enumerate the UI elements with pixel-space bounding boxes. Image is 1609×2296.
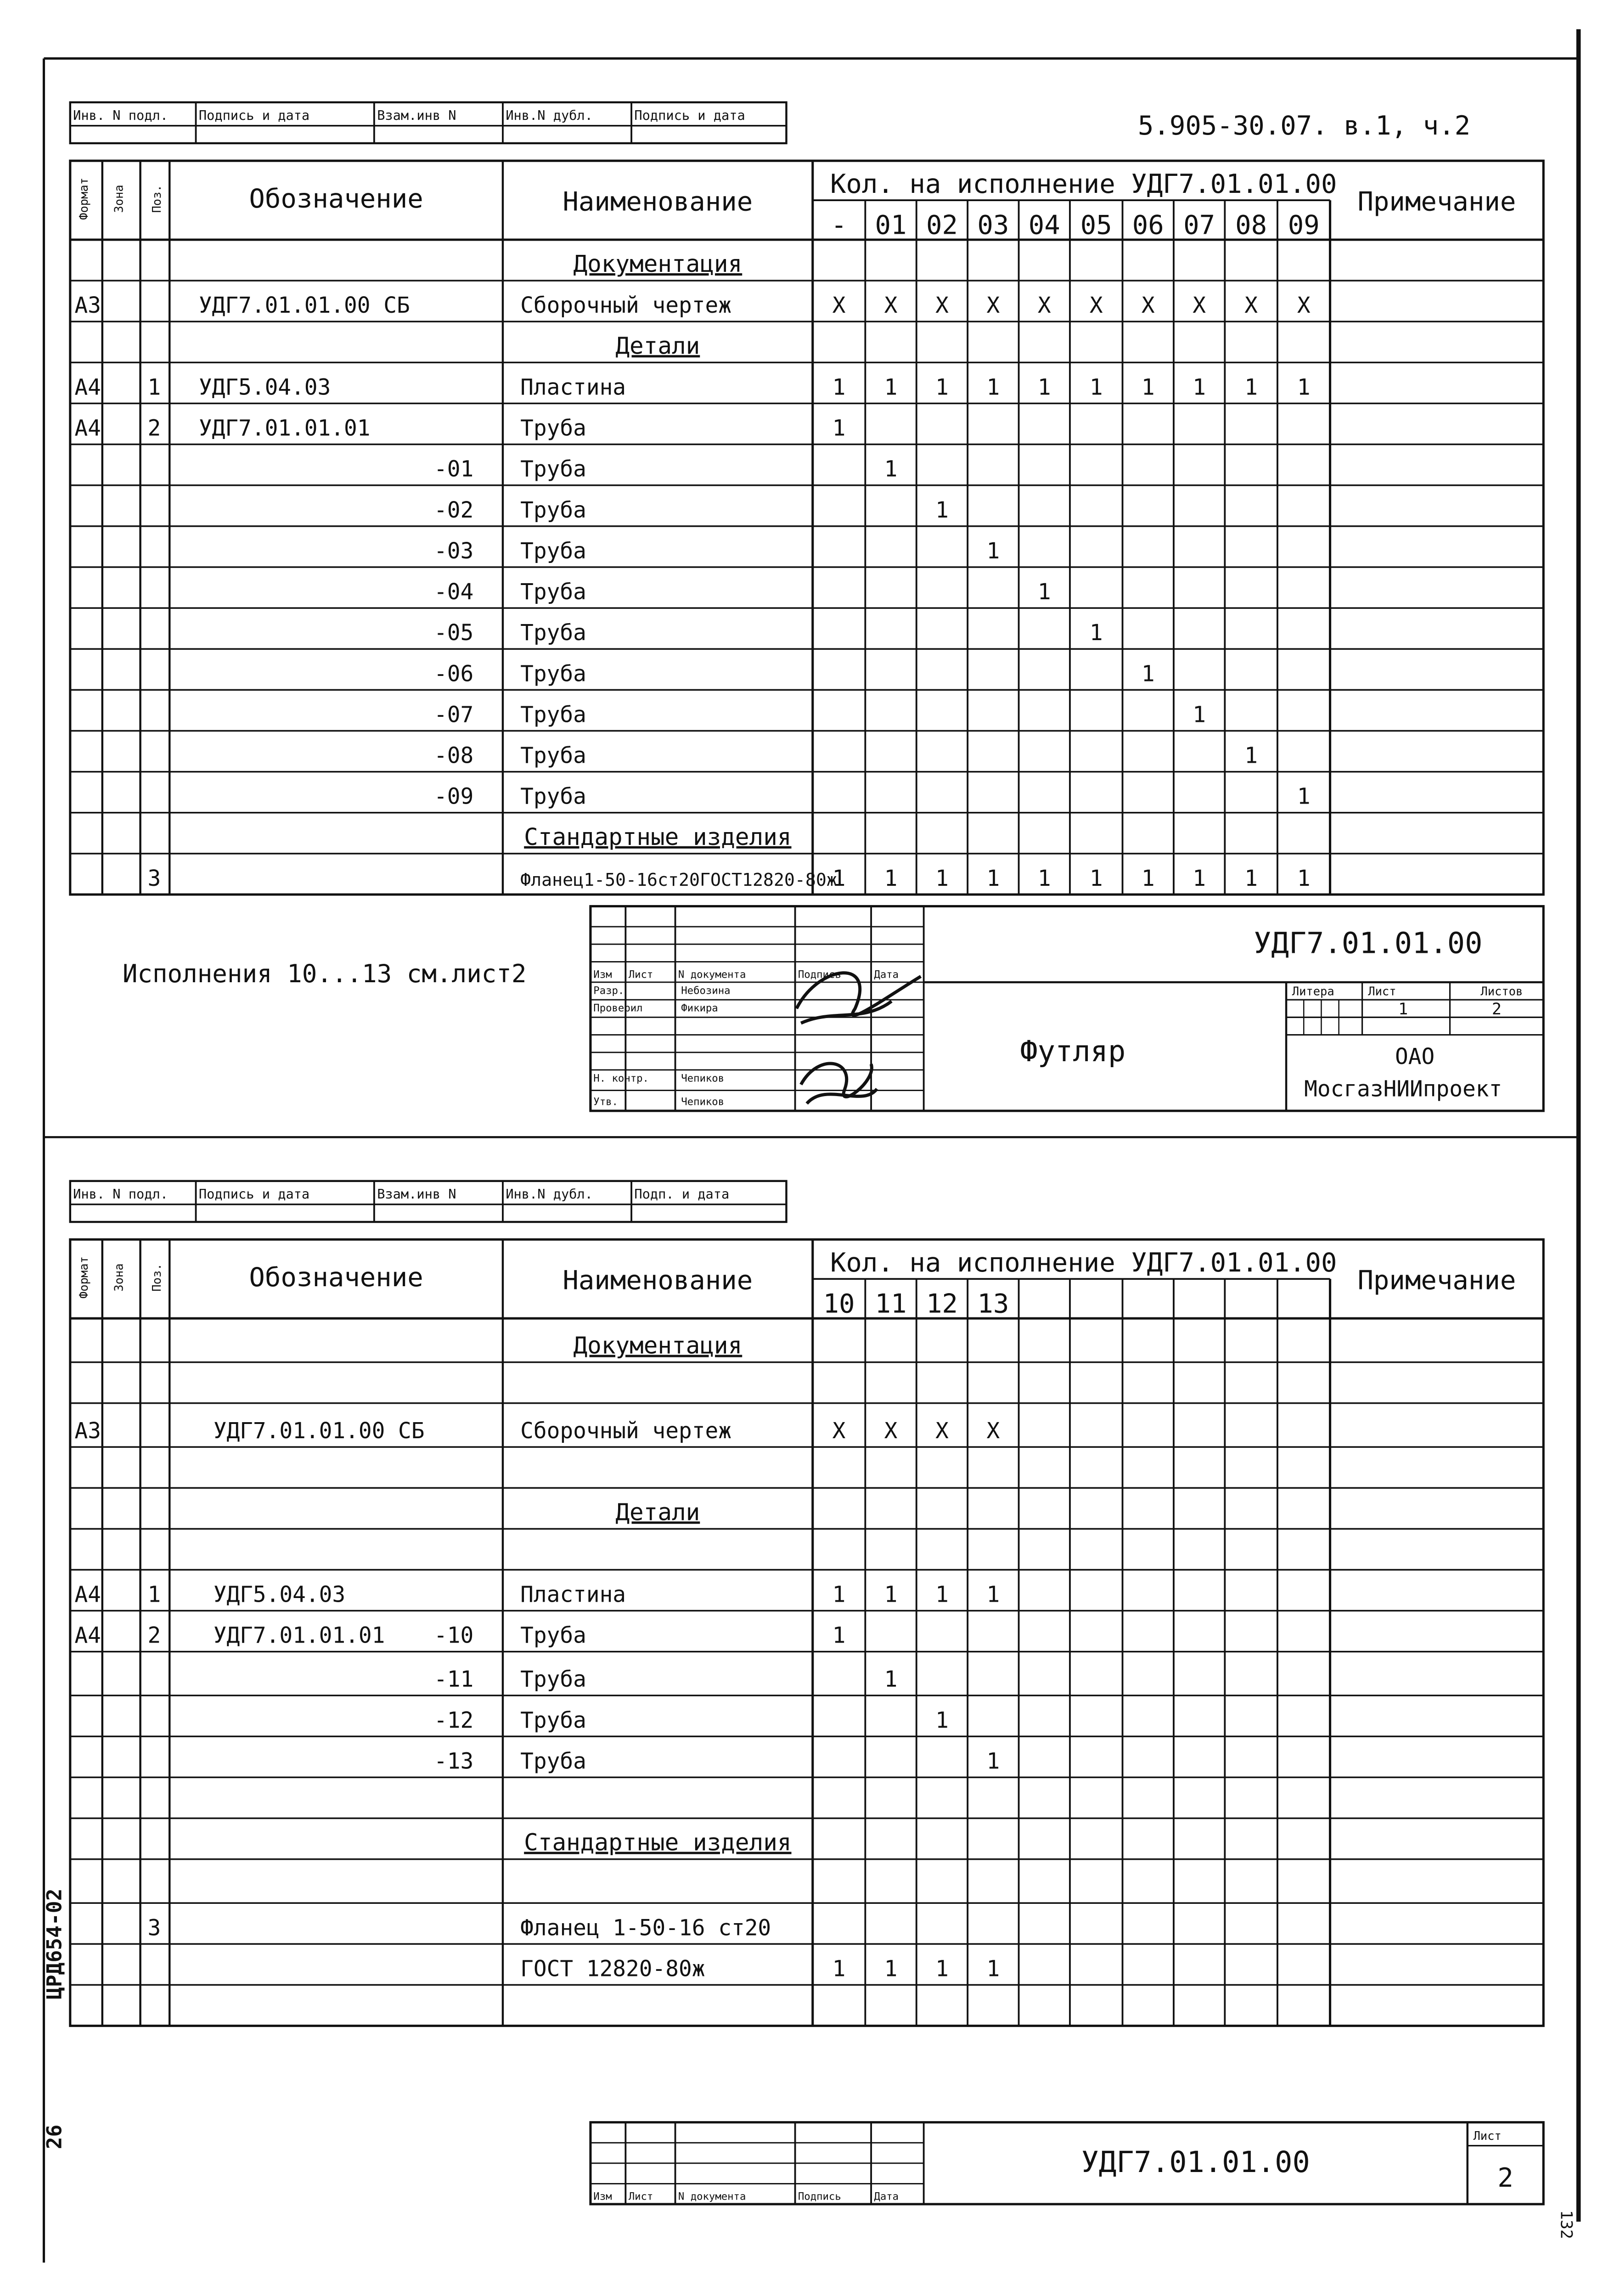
designation-header: Обозначение: [249, 183, 423, 214]
signature-label: Подпись: [798, 2190, 841, 2203]
execution-column-label: 04: [1028, 209, 1060, 241]
name-cell: Труба: [520, 1749, 586, 1774]
designation-suffix-cell: -11: [434, 1667, 474, 1693]
designation-suffix-cell: -06: [434, 661, 474, 687]
position-cell: 2: [147, 416, 161, 441]
format-cell: А4: [74, 416, 101, 441]
stamp-header-label: Инв.N дубл.: [506, 1186, 593, 1202]
designation-cell: УДГ7.01.01.01: [198, 416, 371, 441]
izm-label: Изм: [593, 968, 612, 981]
person-name: Чепиков: [681, 1096, 725, 1108]
quantity-cell: X: [1089, 293, 1103, 319]
designation-suffix-cell: -07: [434, 702, 474, 728]
name-cell: Труба: [520, 620, 586, 646]
designation-suffix-cell: -01: [434, 456, 474, 482]
quantity-cell: X: [935, 293, 949, 319]
role-label: Разр.: [593, 985, 624, 997]
quantity-cell: 1: [884, 456, 898, 482]
section-heading: Документация: [573, 1332, 743, 1360]
sheet-number: 2: [1497, 2162, 1513, 2193]
section-heading: Документация: [573, 251, 743, 278]
designation-cell: УДГ7.01.01.01: [213, 1623, 385, 1649]
stamp-header-label: Взам.инв N: [377, 107, 456, 124]
quantity-cell: 1: [832, 1582, 846, 1608]
quantity-cell: 1: [1244, 866, 1258, 891]
quantity-cell: 1: [884, 866, 898, 891]
name-cell: Труба: [520, 702, 586, 728]
sheet-label: Лист: [1368, 985, 1396, 999]
format-cell: А3: [74, 1418, 101, 1444]
designation-suffix-cell: -13: [434, 1749, 474, 1774]
format-cell: А3: [74, 293, 101, 319]
name-header: Наименование: [563, 186, 753, 217]
sheets-total: 2: [1491, 1000, 1502, 1019]
quantity-cell: X: [1141, 293, 1155, 319]
quantity-cell: X: [1037, 293, 1051, 319]
quantity-cell: X: [1244, 293, 1258, 319]
quantity-cell: 1: [1244, 743, 1258, 769]
name-cell: Труба: [520, 661, 586, 687]
frame-lines: [44, 29, 1578, 2263]
designation-cell: УДГ5.04.03: [213, 1582, 346, 1608]
quantity-cell: 1: [1193, 866, 1206, 891]
execution-column-label: 12: [926, 1288, 958, 1319]
quantity-cell: 1: [1141, 866, 1155, 891]
executions-note: Исполнения 10...13 см.лист2: [122, 959, 527, 988]
quantity-cell: X: [1193, 293, 1206, 319]
quantity-cell: 1: [1297, 784, 1311, 810]
quantity-header: Кол. на исполнение УДГ7.01.01.00: [830, 1247, 1337, 1278]
sheets-label: Листов: [1480, 985, 1523, 999]
name-cell: Пластина: [520, 375, 626, 400]
quantity-cell: X: [935, 1418, 949, 1444]
spec-table-frame: [70, 161, 1543, 895]
execution-column-label: 05: [1080, 209, 1112, 241]
quantity-cell: 1: [986, 1582, 1000, 1608]
name-cell: Сборочный чертеж: [520, 1418, 731, 1444]
position-cell: 3: [147, 866, 161, 891]
role-label: Утв.: [593, 1096, 618, 1108]
sheet-number: 1: [1398, 1000, 1408, 1019]
format-cell: А4: [74, 1582, 101, 1608]
quantity-cell: X: [986, 293, 1000, 319]
zone-header: Зона: [112, 185, 126, 213]
section-heading: Детали: [615, 332, 700, 360]
designation-cell: УДГ5.04.03: [198, 375, 331, 400]
quantity-cell: 1: [832, 866, 846, 891]
quantity-cell: X: [884, 293, 898, 319]
person-name: Небозина: [681, 985, 731, 997]
quantity-header: Кол. на исполнение УДГ7.01.01.00: [830, 169, 1337, 200]
quantity-cell: 1: [1244, 375, 1258, 400]
format-cell: А4: [74, 1623, 101, 1649]
specification-sheet-1: [70, 102, 1543, 1111]
position-cell: 1: [147, 375, 161, 400]
quantity-cell: 1: [935, 866, 949, 891]
execution-column-label: 13: [977, 1288, 1009, 1319]
document-number-label: N документа: [678, 968, 746, 981]
list-label: Лист: [628, 2190, 653, 2203]
designation-suffix-cell: -12: [434, 1708, 474, 1733]
handwritten-signature: [797, 973, 921, 1104]
execution-column-label: 11: [875, 1288, 907, 1319]
quantity-cell: 1: [935, 1956, 949, 1982]
quantity-cell: 1: [884, 375, 898, 400]
section-heading: Стандартные изделия: [524, 823, 792, 851]
designation-cell: УДГ7.01.01.00 СБ: [198, 293, 410, 319]
quantity-cell: 1: [884, 1582, 898, 1608]
quantity-cell: 1: [986, 866, 1000, 891]
execution-column-label: 07: [1183, 209, 1215, 241]
position-cell: 3: [147, 1915, 161, 1941]
name-cell: Пластина: [520, 1582, 626, 1608]
archive-page: 26: [42, 2124, 67, 2150]
quantity-cell: 1: [832, 416, 846, 441]
section-heading: Детали: [615, 1499, 700, 1526]
stamp-header-label: Инв. N подл.: [73, 1186, 168, 1202]
sheet-label: Лист: [1473, 2129, 1502, 2143]
stamp-header-label: Подпись и дата: [198, 1186, 310, 1202]
quantity-cell: 1: [935, 375, 949, 400]
quantity-cell: 1: [935, 497, 949, 523]
quantity-cell: 1: [986, 538, 1000, 564]
quantity-cell: 1: [1037, 580, 1051, 605]
quantity-cell: X: [832, 1418, 846, 1444]
date-label: Дата: [874, 968, 899, 981]
execution-column-label: 08: [1235, 209, 1267, 241]
document-designation: УДГ7.01.01.00: [1254, 926, 1483, 961]
name-cell: Труба: [520, 497, 586, 523]
date-label: Дата: [874, 2190, 899, 2203]
organization-name: МосгазНИИпроект: [1304, 1076, 1502, 1102]
document-code: 5.905-30.07. в.1, ч.2: [1137, 110, 1471, 141]
quantity-cell: X: [832, 293, 846, 319]
quantity-cell: 1: [935, 1582, 949, 1608]
organization-name: ОАО: [1395, 1044, 1435, 1070]
quantity-cell: 1: [1141, 375, 1155, 400]
designation-suffix-cell: -02: [434, 497, 474, 523]
quantity-cell: 1: [1297, 375, 1311, 400]
document-designation: УДГ7.01.01.00: [1081, 2145, 1310, 2179]
quantity-cell: 1: [935, 1708, 949, 1733]
quantity-cell: X: [986, 1418, 1000, 1444]
quantity-cell: 1: [1089, 375, 1103, 400]
stamp-header-label: Подпись и дата: [198, 107, 310, 124]
stamp-header-label: Подп. и дата: [634, 1186, 730, 1202]
quantity-cell: 1: [1193, 702, 1206, 728]
quantity-cell: 1: [1141, 661, 1155, 687]
quantity-cell: 1: [884, 1667, 898, 1693]
name-cell: Сборочный чертеж: [520, 293, 731, 319]
role-label: Проверил: [593, 1002, 643, 1014]
position-header: Поз.: [150, 185, 164, 213]
section-heading: Стандартные изделия: [524, 1829, 792, 1857]
quantity-cell: 1: [832, 375, 846, 400]
name-cell: Труба: [520, 1708, 586, 1733]
quantity-cell: 1: [1089, 866, 1103, 891]
stamp-header-label: Инв. N подл.: [73, 107, 168, 124]
designation-suffix-cell: -03: [434, 538, 474, 564]
stamp-header-label: Взам.инв N: [377, 1186, 456, 1202]
litera-label: Литера: [1292, 985, 1334, 999]
designation-cell: УДГ7.01.01.00 СБ: [213, 1418, 425, 1444]
stamp-header-label: Инв.N дубл.: [506, 107, 593, 124]
designation-suffix-cell: -04: [434, 580, 474, 605]
quantity-cell: X: [1297, 293, 1311, 319]
quantity-cell: 1: [1037, 375, 1051, 400]
execution-column-label: -: [831, 209, 847, 241]
execution-column-label: 03: [977, 209, 1009, 241]
quantity-cell: X: [884, 1418, 898, 1444]
name-cell: Труба: [520, 538, 586, 564]
execution-column-label: 10: [823, 1288, 855, 1319]
quantity-cell: 1: [1089, 620, 1103, 646]
note-header: Примечание: [1357, 186, 1516, 217]
quantity-cell: 1: [1193, 375, 1206, 400]
quantity-cell: 1: [884, 1956, 898, 1982]
quantity-cell: 1: [986, 1749, 1000, 1774]
name-cell: Труба: [520, 1667, 586, 1693]
quantity-cell: 1: [986, 375, 1000, 400]
position-cell: 2: [147, 1623, 161, 1649]
name-cell: Труба: [520, 743, 586, 769]
name-cell: Труба: [520, 456, 586, 482]
quantity-cell: 1: [1037, 866, 1051, 891]
archive-number: ЦРД654-02: [42, 1888, 67, 2000]
execution-column-label: 09: [1288, 209, 1320, 241]
person-name: Чепиков: [681, 1072, 725, 1085]
format-cell: А4: [74, 375, 101, 400]
execution-column-label: 06: [1132, 209, 1164, 241]
name-cell: ГОСТ 12820-80ж: [520, 1956, 705, 1982]
quantity-cell: 1: [832, 1623, 846, 1649]
position-header: Поз.: [150, 1263, 164, 1292]
role-label: Н. контр.: [593, 1072, 649, 1085]
page-number: 132: [1557, 2210, 1575, 2240]
execution-column-label: 01: [875, 209, 907, 241]
document-number-label: N документа: [678, 2190, 746, 2203]
zone-header: Зона: [112, 1263, 126, 1292]
quantity-cell: 1: [986, 1956, 1000, 1982]
list-label: Лист: [628, 968, 653, 981]
name-cell: Фланец 1-50-16 ст20: [520, 1915, 771, 1941]
format-header: Формат: [77, 177, 91, 220]
specification-sheet-2: [70, 1181, 1543, 2204]
quantity-cell: 1: [1297, 866, 1311, 891]
document-title: Футляр: [1020, 1034, 1126, 1069]
stamp-header-label: Подпись и дата: [634, 107, 745, 124]
designation-suffix-cell: -09: [434, 784, 474, 810]
name-cell: Труба: [520, 580, 586, 605]
note-header: Примечание: [1357, 1265, 1516, 1296]
name-cell: Труба: [520, 784, 586, 810]
format-header: Формат: [77, 1256, 91, 1299]
execution-column-label: 02: [926, 209, 958, 241]
signature-label: Подпись: [798, 968, 841, 981]
izm-label: Изм: [593, 2190, 612, 2203]
position-cell: 1: [147, 1582, 161, 1608]
name-header: Наименование: [563, 1265, 753, 1296]
person-name: Фикира: [681, 1002, 718, 1014]
name-cell: Труба: [520, 416, 586, 441]
designation-suffix-cell: -08: [434, 743, 474, 769]
name-cell: Труба: [520, 1623, 586, 1649]
name-cell: Фланец1-50-16ст20ГОСТ12820-80ж: [520, 870, 837, 890]
designation-suffix-cell: -10: [434, 1623, 474, 1649]
quantity-cell: 1: [832, 1956, 846, 1982]
designation-header: Обозначение: [249, 1262, 423, 1293]
designation-suffix-cell: -05: [434, 620, 474, 646]
